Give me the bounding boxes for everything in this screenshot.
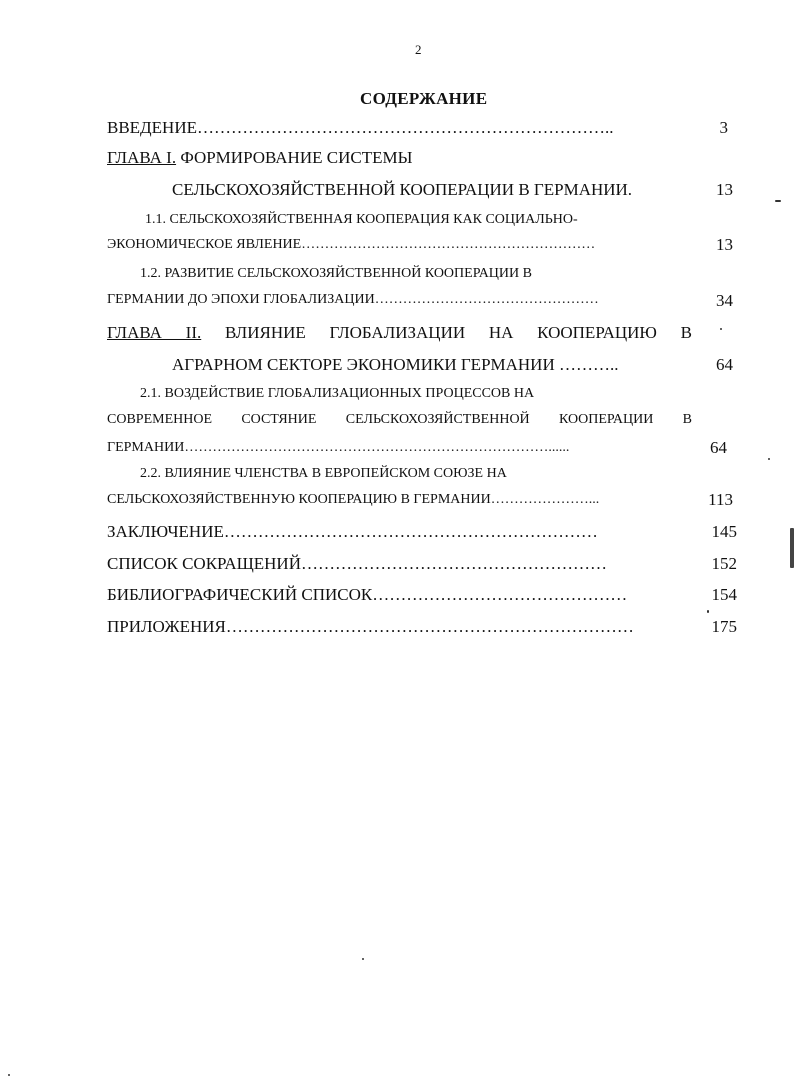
toc-title: СОДЕРЖАНИЕ [360,89,488,108]
toc-entry-ch1-line1 [107,148,412,168]
toc-page-s22: 113 [708,490,733,509]
scan-speck [775,200,781,202]
toc-ch2-title-line2: АГРАРНОМ СЕКТОРЕ ЭКОНОМИКИ ГЕРМАНИИ ……….. [172,355,619,374]
toc-s11-line1: 1.1. СЕЛЬСКОХОЗЯЙСТВЕННАЯ КООПЕРАЦИЯ КАК СОЦИАЛЬНО- [145,212,578,227]
toc-s22-line2: СЕЛЬСКОХОЗЯЙСТВЕННУЮ КООПЕРАЦИЮ В ГЕРМАНИИ…………………... [107,492,600,507]
toc-s21-line3: ГЕРМАНИИ……………………………………………………………………...... [107,440,570,455]
scan-speck [720,328,722,330]
toc-entry-appendices: ПРИЛОЖЕНИЯ……………………………………………………………… [107,617,634,636]
toc-ch1-title-line2: СЕЛЬСКОХОЗЯЙСТВЕННОЙ КООПЕРАЦИИ В ГЕРМАНИИ. [172,180,633,199]
toc-entry-abbreviations: СПИСОК СОКРАЩЕНИЙ……………………………………………… [107,554,607,573]
toc-ch1-label: ГЛАВА I. [107,148,177,167]
toc-page-s21: 64 [710,438,727,457]
toc-ch2-title-line1: ВЛИЯНИЕ ГЛОБАЛИЗАЦИИ НА КООПЕРАЦИЮ В [201,323,692,342]
page-number: 2 [415,42,422,57]
toc-s11-line2: ЭКОНОМИЧЕСКОЕ ЯВЛЕНИЕ……………………………………………………… [107,237,596,252]
scan-speck [707,610,709,613]
toc-page-intro: 3 [719,118,728,137]
toc-s12-line2: ГЕРМАНИИ ДО ЭПОХИ ГЛОБАЛИЗАЦИИ………………………………………… [107,292,599,307]
toc-page-s12: 34 [716,291,733,310]
toc-entry-ch2-line1 [107,323,692,343]
toc-page-ch1: 13 [716,180,733,199]
toc-page-abbreviations: 152 [711,554,737,573]
scan-speck [8,1074,10,1076]
toc-entry-intro: ВВЕДЕНИЕ……………………………………………………………….. [107,118,614,137]
toc-page-ch2: 64 [716,355,733,374]
toc-s21-line1: 2.1. ВОЗДЕЙСТВИЕ ГЛОБАЛИЗАЦИОННЫХ ПРОЦЕССОВ НА [140,386,535,401]
toc-page-bibliography: 154 [711,585,737,604]
scan-speck [790,528,794,568]
toc-page-s11: 13 [716,235,733,254]
toc-entry-bibliography: БИБЛИОГРАФИЧЕСКИЙ СПИСОК……………………………………… [107,585,628,604]
toc-page-appendices: 175 [711,617,737,636]
toc-page-conclusion: 145 [711,522,737,541]
toc-s21-line2: СОВРЕМЕННОЕ СОСТЯНИЕ СЕЛЬСКОХОЗЯЙСТВЕННОЙ КООПЕРАЦИИ В [107,412,692,427]
toc-entry-conclusion: ЗАКЛЮЧЕНИЕ………………………………………………………… [107,522,598,541]
toc-ch2-label: ГЛАВА II. [107,323,202,342]
toc-s12-line1: 1.2. РАЗВИТИЕ СЕЛЬСКОХОЗЯЙСТВЕННОЙ КООПЕРАЦИИ В [140,266,532,281]
scan-speck [362,958,364,960]
toc-ch1-title-line1: ФОРМИРОВАНИЕ СИСТЕМЫ [176,148,413,167]
toc-s22-line1: 2.2. ВЛИЯНИЕ ЧЛЕНСТВА В ЕВРОПЕЙСКОМ СОЮЗЕ НА [140,466,507,481]
scan-speck [768,458,770,460]
